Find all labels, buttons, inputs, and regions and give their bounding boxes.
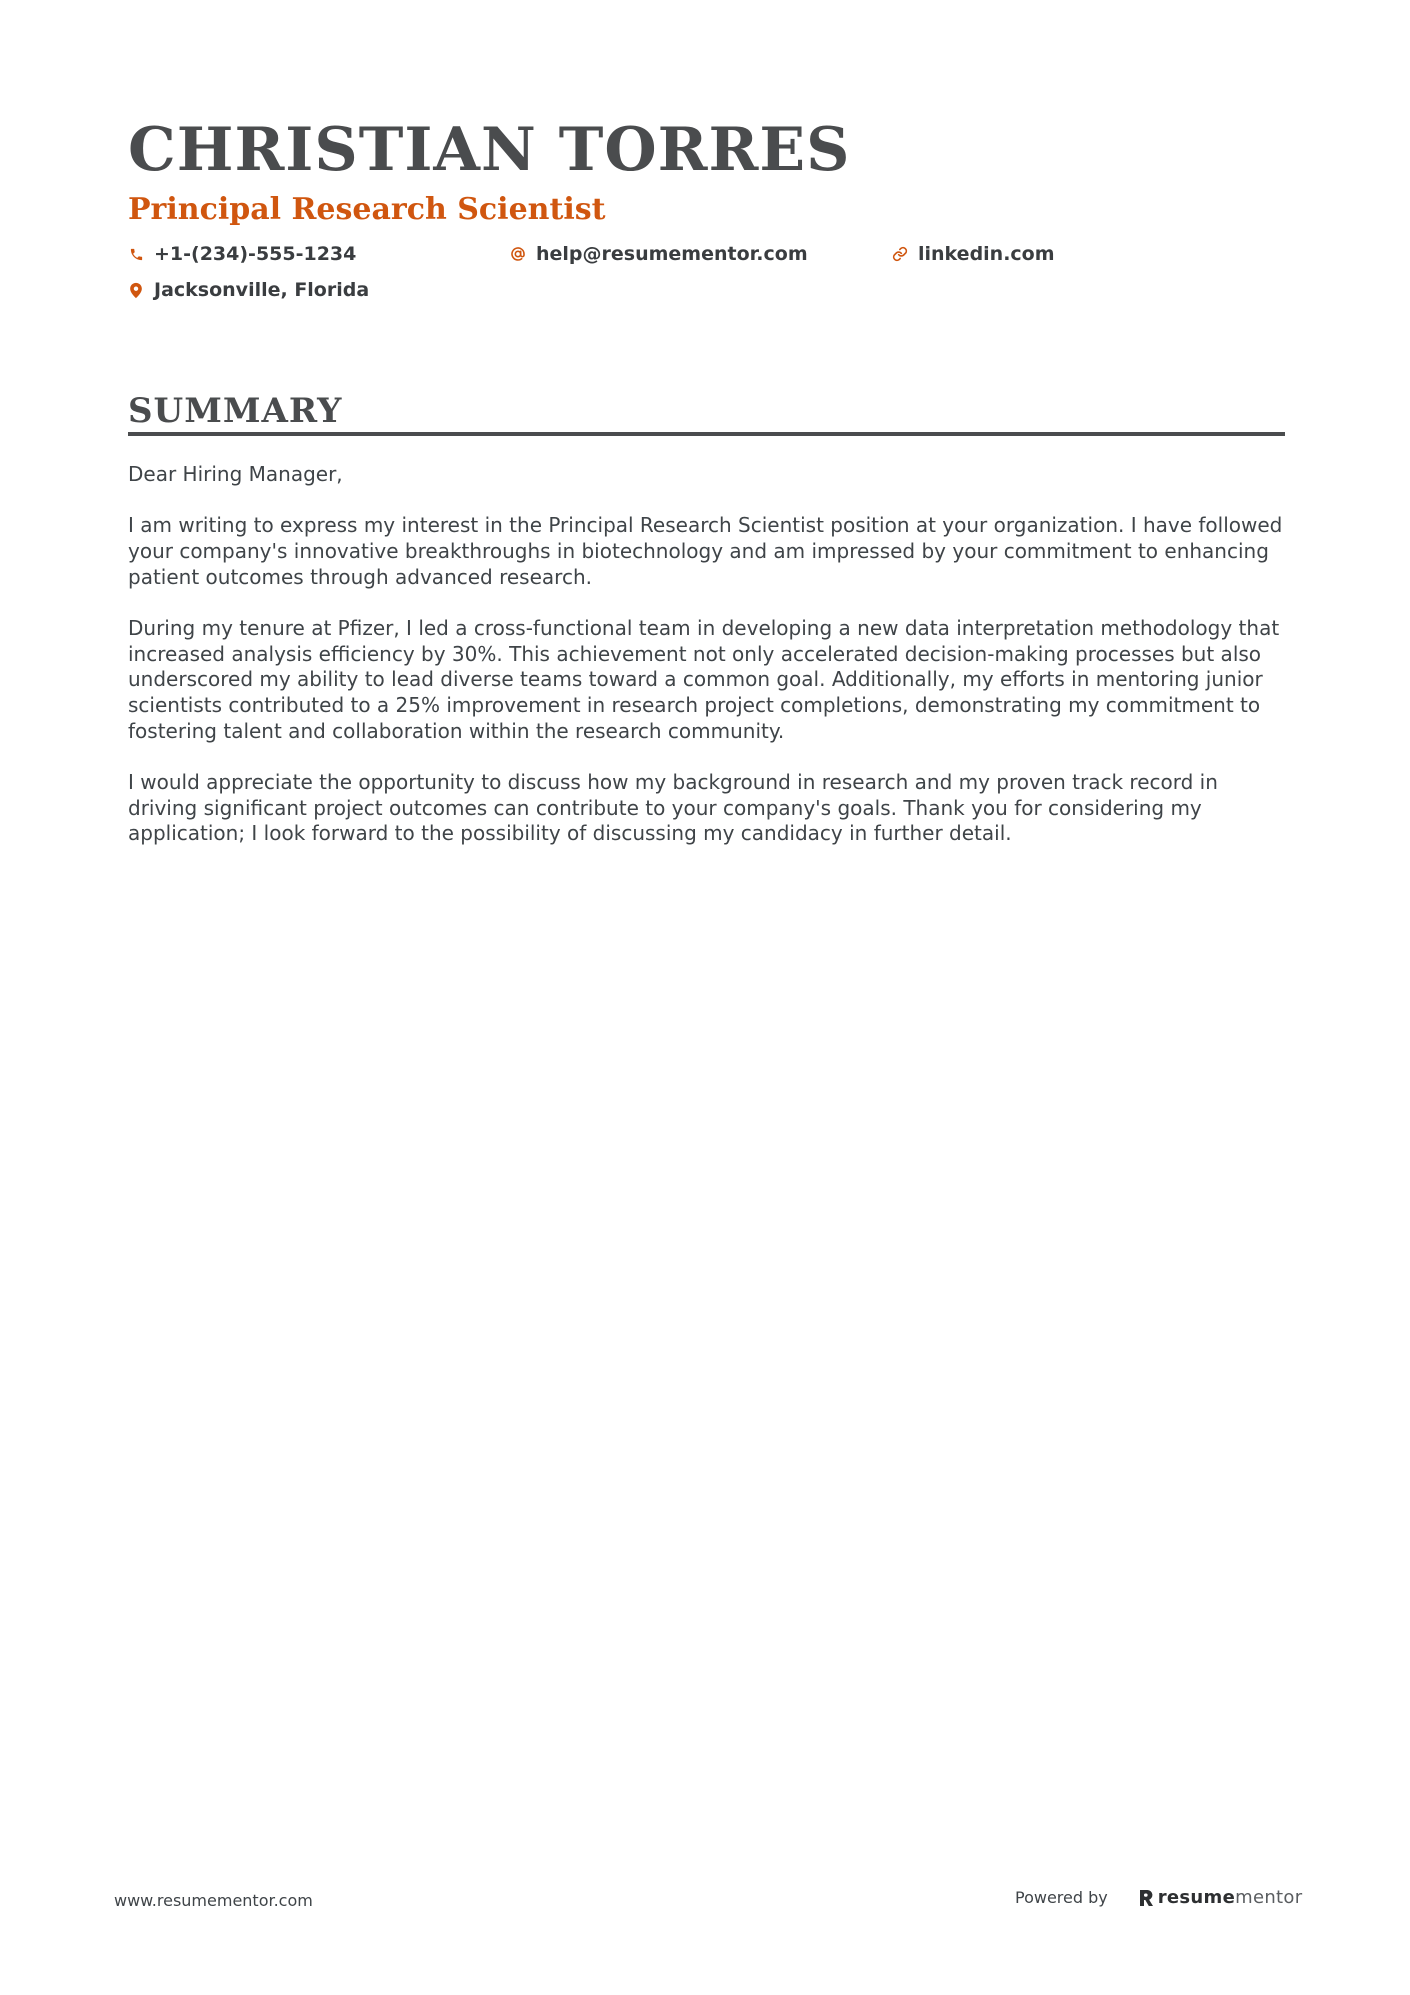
job-title: Principal Research Scientist [128,192,606,227]
summary-body [128,462,1288,872]
brand-name-bold: resume [1157,1887,1236,1908]
powered-by-label: Powered by [1015,1888,1108,1907]
salutation: Dear Hiring Manager, [128,462,343,486]
summary-paragraph: During my tenure at Pfizer, I led a cross-functional team in developing a new data interpretation methodology that increased analysis efficiency by 30%. This achievement not only accelerated decision-making processes but also underscored my ability to lead diverse teams toward a common goal. Additionally, my efforts in mentoring junior scientists contributed to a 25% improvement in research project completions, demonstrating my commitment to fostering talent and collaboration within the research community. [128,615,1280,743]
summary-paragraph: I am writing to express my interest in the Principal Research Scientist position at your organization. I have followed your company's innovative breakthroughs in biotechnology and am impressed by your commitment to enhancing patient outcomes through advanced research. [128,513,1283,589]
footer-branding [1015,1887,1302,1909]
contact-location [128,277,369,303]
phone-icon [128,245,144,263]
resumementor-logo-icon [1138,1888,1154,1908]
contact-phone [128,241,356,267]
summary-paragraph: I would appreciate the opportunity to discuss how my background in research and my proven track record in driving significant project outcomes can contribute to your company's goals. Thank you for considering my application; I look forward to the possibility of discussing my candidacy in further detail. [128,769,1218,846]
email-text: help@resumementor.com [536,243,808,265]
brand-name-light: mentor [1235,1887,1303,1908]
website-text: linkedin.com [918,243,1055,265]
map-pin-icon [128,281,144,299]
summary-heading: SUMMARY [128,391,343,431]
brand-logo [1138,1887,1303,1909]
phone-text: +1-(234)-555-1234 [154,243,357,265]
at-icon [510,245,526,263]
location-text: Jacksonville, Florida [154,279,370,301]
contact-website [892,241,1055,267]
candidate-name: CHRISTIAN TORRES [128,115,851,185]
footer-website: www.resumementor.com [114,1891,313,1910]
section-divider [128,432,1285,436]
link-icon [892,245,908,263]
contact-email [510,241,808,267]
